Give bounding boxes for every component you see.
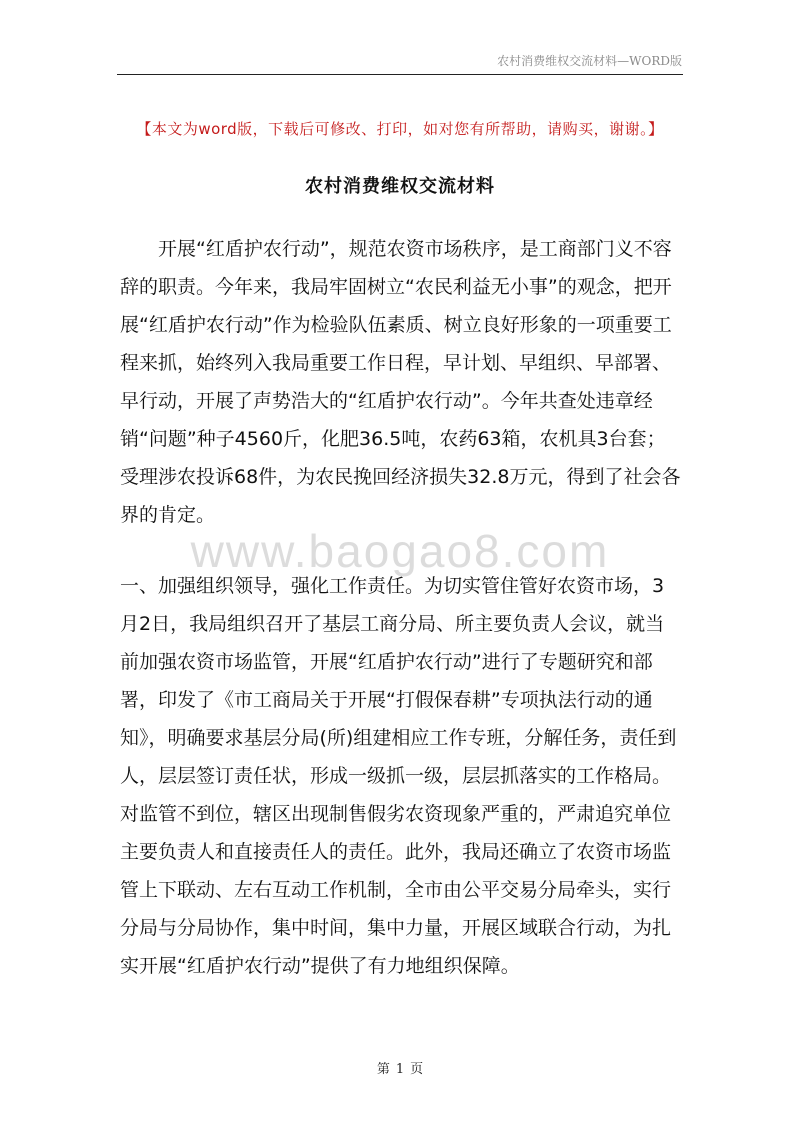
download-notice: 【本文为word版，下载后可修改、打印，如对您有所帮助，请购买，谢谢。】 [136, 120, 664, 138]
body-paragraph-intro: 开展“红盾护农行动”，规范农资市场秩序，是工商部门义不容辞的职责。今年来，我局牢固树立“农民利益无小事”的观念，把开展“红盾护农行动”作为检验队伍素质、树立良好形象的一项重要工程来抓，始终列入我局重要工作日程，早计划、早组织、早部署、早行动，开展了声势浩大的“红盾护农行动”。今年共查处违章经销“问题”种子4560斤，化肥36.5吨，农药63箱，农机具3台套；受理涉农投诉68件，为农民挽回经济损失32.8万元，得到了社会各界的肯定。 [120, 238, 681, 526]
document-title: 农村消费维权交流材料 [305, 176, 495, 197]
page-footer [0, 1058, 800, 1077]
running-header: 农村消费维权交流材料—WORD版 [497, 54, 682, 68]
body-paragraph-section-1: 一、加强组织领导，强化工作责任。为切实管住管好农资市场，3月2日，我局组织召开了基层工商分局、所主要负责人会议，就当前加强农资市场监管，开展“红盾护农行动”进行了专题研究和部署，印发了《市工商局关于开展“打假保春耕”专项执法行动的通知》，明确要求基层分局(所)组建相应工作专班，分解任务，责任到人，层层签订责任状，形成一级抓一级，层层抓落实的工作格局。对监管不到位，辖区出现制售假劣农资现象严重的，严肃追究单位主要负责人和直接责任人的责任。此外，我局还确立了农资市场监管上下联动、左右互动工作机制，全市由公平交易分局牵头，实行分局与分局协作，集中时间，集中力量，开展区域联合行动，为扎实开展“红盾护农行动”提供了有力地组织保障。 [120, 575, 677, 977]
page-number: 1 [395, 1062, 405, 1077]
page-label-suffix: 页 [410, 1062, 424, 1077]
site-watermark: www.baogao8.com [190, 525, 610, 577]
page-label-prefix: 第 [376, 1062, 390, 1077]
header-divider [117, 74, 683, 75]
